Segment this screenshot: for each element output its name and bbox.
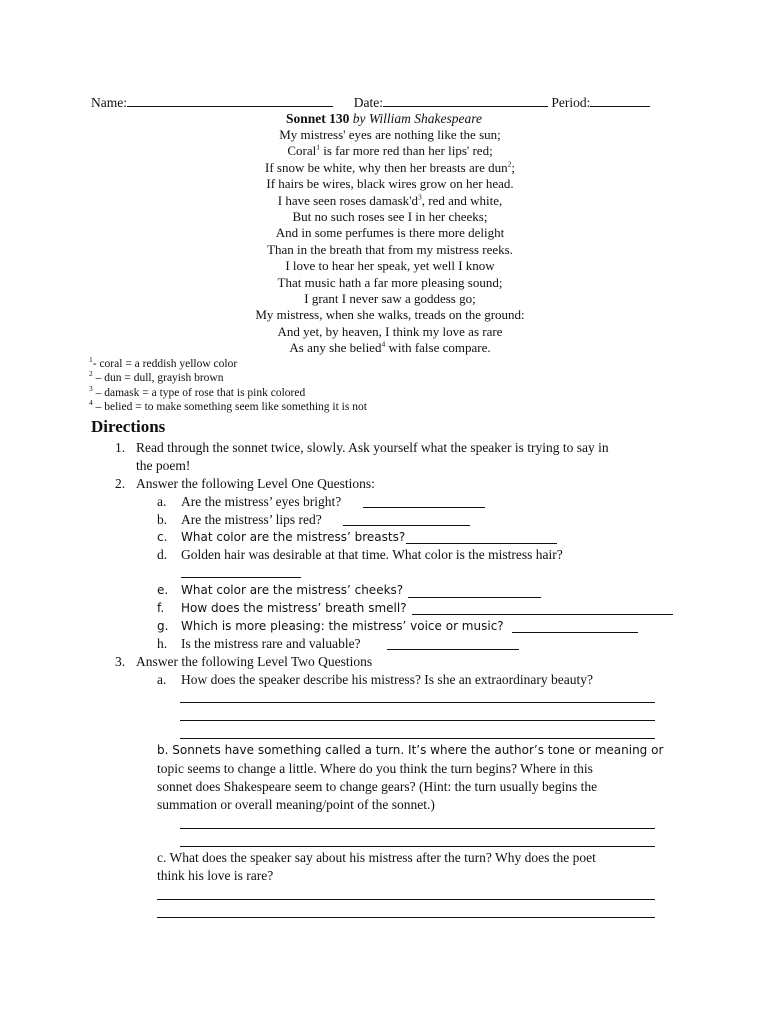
footnote <box>89 400 367 414</box>
name-field[interactable] <box>127 93 333 107</box>
header-row <box>91 93 650 111</box>
answer-line-2b-2[interactable] <box>180 846 655 847</box>
poem-line-text: ; <box>511 159 515 175</box>
question-letter: d. <box>157 547 168 562</box>
footnote <box>89 383 367 400</box>
poem-line <box>160 258 620 274</box>
question-2b-line-1: b. Sonnets have something called a turn. It’s where the author’s tone or meaning or <box>157 743 664 757</box>
answer-line-a[interactable] <box>363 507 485 508</box>
question-letter: a. <box>157 672 167 687</box>
poem-title <box>0 111 768 127</box>
answer-line-2a-1[interactable] <box>180 702 655 703</box>
footnote <box>89 357 367 371</box>
question-2b-line-3: sonnet does Shakespeare seem to change gears? (Hint: the turn usually begins the <box>157 779 598 794</box>
poem-line <box>160 225 620 241</box>
answer-line-f[interactable] <box>412 614 673 615</box>
answer-line-g[interactable] <box>512 632 638 633</box>
poem-line-text: is far more red than her lips' red; <box>319 143 493 159</box>
footnote-marker: 1 <box>316 143 320 153</box>
answer-line-2b-1[interactable] <box>180 828 655 829</box>
question-2b-line-2: topic seems to change a little. Where do you think the turn begins? Where in this <box>157 761 593 776</box>
footnote-text: – damask = a type of rose that is pink colored <box>92 386 306 399</box>
poem-line <box>160 275 620 291</box>
poem-line <box>160 291 620 307</box>
question-2c-line-2: think his love is rare? <box>157 868 274 883</box>
question-letter: f. <box>157 601 165 615</box>
question-letter: c. <box>157 530 168 544</box>
question-c-text: What color are the mistress’ breasts? <box>181 530 406 544</box>
footnotes <box>89 357 367 414</box>
question-e-text: What color are the mistress’ cheeks? <box>181 583 404 597</box>
question-letter: h. <box>157 636 168 651</box>
poem-line-text: But no such roses see I in her cheeks; <box>292 209 488 225</box>
footnote-text: – dun = dull, grayish brown <box>92 372 224 385</box>
poem-line-text: Than in the breath that from my mistress reeks. <box>267 241 513 257</box>
footnote-marker: 3 <box>417 192 422 202</box>
footnote-text: - coral = a reddish yellow color <box>92 358 238 370</box>
poem-line-text: And yet, by heaven, I think my love as rare <box>277 323 503 339</box>
question-h-text: Is the mistress rare and valuable? <box>181 636 361 651</box>
poem-line-text: , red and white, <box>421 192 503 208</box>
poem-line <box>160 160 620 176</box>
period-field[interactable] <box>590 93 650 107</box>
question-2a-text: How does the speaker describe his mistress? Is she an extraordinary beauty? <box>181 672 593 687</box>
question-f-text: How does the mistress’ breath smell? <box>181 601 407 615</box>
poem-line-text: If snow be white, why then her breasts are dun <box>265 159 508 175</box>
answer-line-2c-2[interactable] <box>157 917 655 918</box>
poem-line <box>160 127 620 143</box>
footnote-number: 2 <box>89 369 93 379</box>
question-a-text: Are the mistress’ eyes bright? <box>181 494 342 509</box>
answer-line-h[interactable] <box>387 649 519 650</box>
name-label: Name: <box>91 95 127 110</box>
footnote-number: 4 <box>89 398 93 408</box>
footnote <box>89 371 367 385</box>
answer-line-c[interactable] <box>406 543 557 544</box>
step-number: 1. <box>115 440 126 455</box>
poem-line <box>160 242 620 258</box>
question-2c-line-1: c. What does the speaker say about his mistress after the turn? Why does the poet <box>157 850 596 865</box>
footnote-number: 3 <box>89 383 93 393</box>
step3-text: Answer the following Level Two Questions <box>136 654 373 669</box>
author-byline: by William Shakespeare <box>352 111 482 126</box>
question-g-text: Which is more pleasing: the mistress’ voice or music? <box>181 619 504 633</box>
poem-line <box>160 143 620 159</box>
poem-line-text: Coral <box>287 143 317 159</box>
poem-line-text: with false compare. <box>385 340 491 356</box>
poem-line <box>160 324 620 340</box>
poem-line <box>160 193 620 209</box>
poem-line-text: I love to hear her speak, yet well I know <box>285 258 495 274</box>
answer-line-2c-1[interactable] <box>157 899 655 900</box>
date-field[interactable] <box>383 93 548 107</box>
period-label: Period: <box>551 95 591 110</box>
footnote-marker: 4 <box>381 339 386 349</box>
poem-line-text: I have seen roses damask'd <box>277 192 418 208</box>
step-number: 2. <box>115 476 126 491</box>
step1-text-cont: the poem! <box>136 458 191 473</box>
poem-line-text: And in some perfumes is there more delight <box>275 225 505 241</box>
poem-line-text: That music hath a far more pleasing sound; <box>277 274 503 290</box>
step-number: 3. <box>115 654 126 669</box>
question-2b-line-4: summation or overall meaning/point of the sonnet.) <box>157 797 435 812</box>
poem-line <box>160 209 620 225</box>
answer-line-e[interactable] <box>408 597 541 598</box>
answer-line-b[interactable] <box>343 525 470 526</box>
question-b-text: Are the mistress’ lips red? <box>181 512 322 527</box>
step1-text: Read through the sonnet twice, slowly. Ask yourself what the speaker is trying to say in <box>136 440 609 455</box>
poem-line-text: I grant I never saw a goddess go; <box>304 291 476 307</box>
poem-line-text: My mistress' eyes are nothing like the sun; <box>279 127 501 142</box>
sonnet-title: Sonnet 130 <box>286 111 350 126</box>
question-letter: a. <box>157 494 167 509</box>
question-letter: b. <box>157 512 168 527</box>
poem-line-text: As any she belied <box>289 340 382 356</box>
poem-line-text: My mistress, when she walks, treads on the ground: <box>255 307 525 323</box>
answer-line-2a-3[interactable] <box>180 738 655 739</box>
poem-line-text: If hairs be wires, black wires grow on her head. <box>266 176 514 192</box>
step2-text: Answer the following Level One Questions: <box>136 476 375 491</box>
poem-line <box>160 340 620 356</box>
answer-line-2a-2[interactable] <box>180 720 655 721</box>
answer-line-d[interactable] <box>181 577 301 578</box>
poem-text <box>160 127 620 357</box>
question-letter: e. <box>157 583 169 597</box>
footnote-marker: 2 <box>507 159 512 169</box>
footnote-number: 1 <box>89 355 93 365</box>
question-letter: g. <box>157 619 169 633</box>
question-d-text: Golden hair was desirable at that time. What color is the mistress hair? <box>181 547 563 562</box>
date-label: Date: <box>353 95 383 110</box>
poem-line <box>160 307 620 323</box>
directions-heading: Directions <box>91 417 166 436</box>
footnote-text: – belied = to make something seem like something it is not <box>92 400 367 413</box>
poem-line <box>160 176 620 192</box>
